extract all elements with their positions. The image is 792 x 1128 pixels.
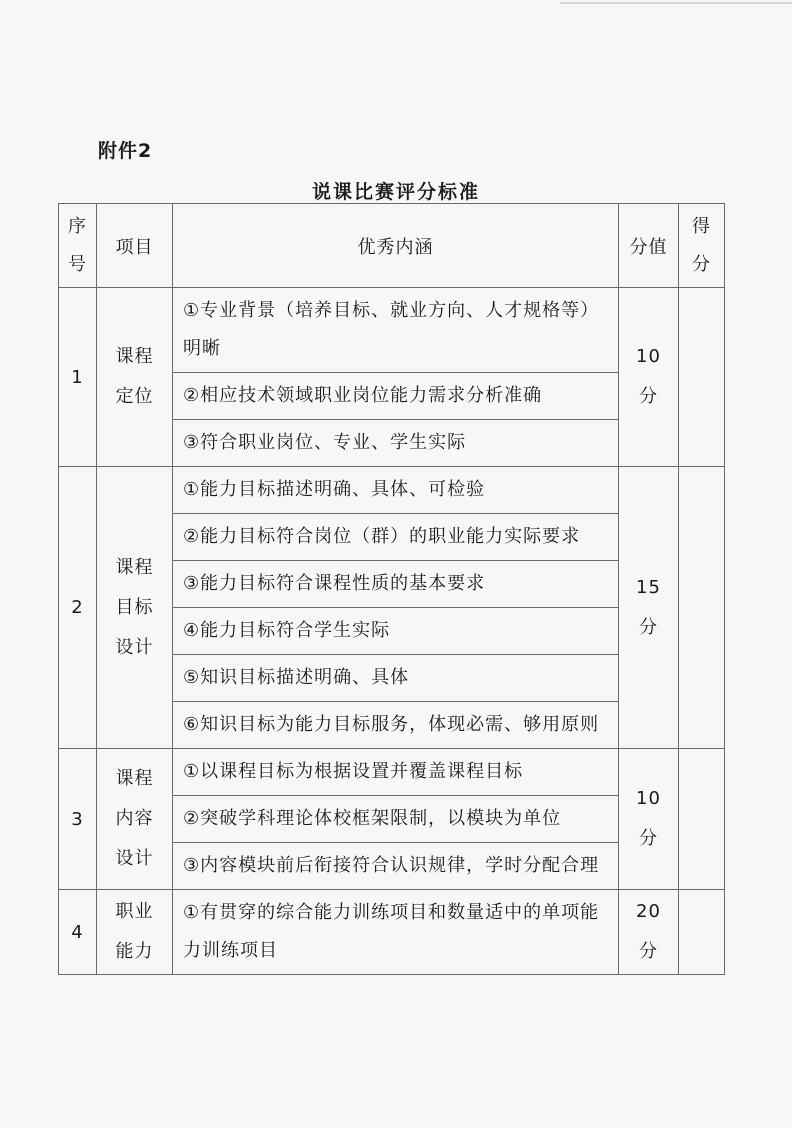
criterion: ④能力目标符合学生实际 xyxy=(173,608,618,655)
row-seq: 2 xyxy=(59,467,97,749)
criterion: ①能力目标描述明确、具体、可检验 xyxy=(173,467,618,514)
row-score-unit: 分 xyxy=(639,828,658,849)
row-score-value: 20 xyxy=(636,901,661,922)
criterion: ③符合职业岗位、专业、学生实际 xyxy=(183,432,467,453)
criterion: ②相应技术领域职业岗位能力需求分析准确 xyxy=(173,373,618,420)
attachment-label: 附件2 xyxy=(98,140,153,162)
criterion: ②能力目标符合岗位（群）的职业能力实际要求 xyxy=(173,514,618,561)
row-score-value: 15 xyxy=(636,576,661,598)
criterion: ③内容模块前后衔接符合认识规律，学时分配合理 xyxy=(183,855,600,876)
header-get xyxy=(679,204,725,288)
header-seq-line: 号 xyxy=(68,253,87,275)
row-score-unit: 分 xyxy=(639,616,658,638)
row-get-blank[interactable] xyxy=(679,467,725,749)
criterion: ①有贯穿的综合能力训练项目和数量适中的单项能力训练项目 xyxy=(183,902,600,961)
header-get-line: 分 xyxy=(692,253,711,275)
row-seq: 4 xyxy=(59,890,97,975)
row-seq: 3 xyxy=(59,749,97,890)
row-item-line: 设计 xyxy=(115,848,154,869)
row-get-blank[interactable] xyxy=(679,890,725,975)
row-item-line: 课程 xyxy=(115,346,154,367)
row-item-line: 课程 xyxy=(115,556,154,578)
table-header-row xyxy=(59,204,725,288)
row-item xyxy=(97,890,173,975)
row-content xyxy=(173,749,619,890)
row-get-blank[interactable] xyxy=(679,288,725,467)
scoring-table xyxy=(58,203,725,975)
row-content xyxy=(173,890,619,975)
row-item-line: 课程 xyxy=(115,768,154,789)
criterion: ⑥知识目标为能力目标服务，体现必需、够用原则 xyxy=(183,714,600,735)
table-row xyxy=(59,749,725,890)
header-content: 优秀内涵 xyxy=(173,204,619,288)
header-item: 项目 xyxy=(97,204,173,288)
row-score-value: 10 xyxy=(636,788,661,809)
row-item-line: 定位 xyxy=(115,386,154,407)
row-item-line: 职业 xyxy=(115,901,154,922)
row-score xyxy=(619,749,679,890)
row-item-line: 设计 xyxy=(115,636,154,658)
table-row xyxy=(59,288,725,467)
row-score-unit: 分 xyxy=(639,941,658,962)
row-score xyxy=(619,890,679,975)
row-item xyxy=(97,749,173,890)
scan-edge-line xyxy=(560,2,792,4)
table-row xyxy=(59,467,725,749)
header-score: 分值 xyxy=(619,204,679,288)
criterion: ③能力目标符合课程性质的基本要求 xyxy=(173,561,618,608)
row-item-line: 目标 xyxy=(115,596,154,618)
page-title: 说课比赛评分标准 xyxy=(311,181,480,203)
row-item-line: 能力 xyxy=(115,941,154,962)
criterion: ①专业背景（培养目标、就业方向、人才规格等）明晰 xyxy=(173,288,618,373)
row-item xyxy=(97,288,173,467)
row-score-unit: 分 xyxy=(639,386,658,407)
header-seq-line: 序 xyxy=(68,215,87,237)
row-content xyxy=(173,288,619,467)
row-score xyxy=(619,467,679,749)
criterion: ②突破学科理论体校框架限制，以模块为单位 xyxy=(173,796,618,843)
row-score xyxy=(619,288,679,467)
criterion: ⑤知识目标描述明确、具体 xyxy=(173,655,618,702)
row-content xyxy=(173,467,619,749)
header-seq xyxy=(59,204,97,288)
table-row xyxy=(59,890,725,975)
row-seq: 1 xyxy=(59,288,97,467)
row-score-value: 10 xyxy=(636,346,661,367)
criterion: ①以课程目标为根据设置并覆盖课程目标 xyxy=(173,749,618,796)
row-item-line: 内容 xyxy=(115,808,154,829)
row-item xyxy=(97,467,173,749)
header-get-line: 得 xyxy=(692,215,711,237)
row-get-blank[interactable] xyxy=(679,749,725,890)
